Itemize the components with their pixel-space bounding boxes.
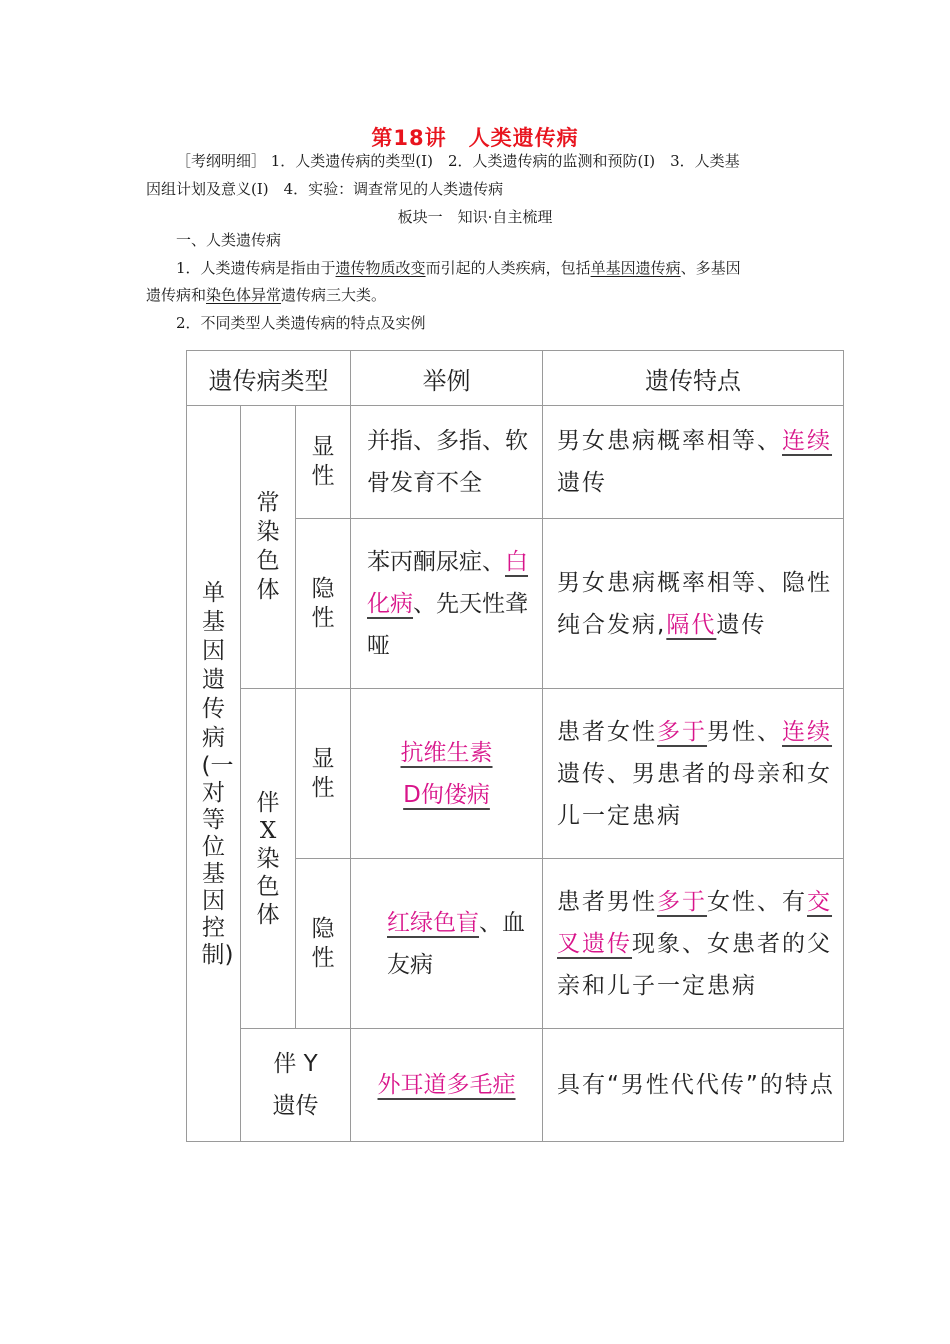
feature-cell: 具有“男性代代传”的特点 bbox=[543, 1029, 844, 1142]
group-single-gene-paren: (一对等位基因控制) bbox=[201, 752, 234, 968]
feature-cell bbox=[543, 519, 844, 689]
example-text: 、血友病 bbox=[387, 909, 526, 978]
feature-answer: 交叉遗传 bbox=[557, 888, 833, 957]
x-linked-text bbox=[255, 789, 281, 929]
para1-text-a: 1．人类遗传病是指由于 bbox=[176, 259, 336, 277]
para1-text-d: 遗传病和 bbox=[146, 286, 207, 304]
header-type: 遗传病类型 bbox=[187, 351, 351, 406]
example-answer: 外耳道多毛症 bbox=[377, 1072, 516, 1098]
recessive-label bbox=[296, 519, 351, 689]
table-header-row bbox=[187, 351, 844, 406]
header-example: 举例 bbox=[351, 351, 543, 406]
example-cell bbox=[351, 519, 543, 689]
feature-cell bbox=[543, 406, 844, 519]
feature-cell bbox=[543, 859, 844, 1029]
feature-text: 男性、 bbox=[707, 718, 783, 745]
dominant-label bbox=[296, 406, 351, 519]
table-row bbox=[187, 689, 844, 859]
example-text: 、先天性聋哑 bbox=[367, 590, 529, 659]
header-features: 遗传特点 bbox=[543, 351, 844, 406]
para1-answer-2: 单基因遗传病 bbox=[590, 259, 681, 277]
autosomal-label bbox=[241, 406, 296, 689]
autosomal-text: 常染色体 bbox=[256, 490, 280, 603]
page-title: 第18讲 人类遗传病 bbox=[371, 126, 579, 150]
feature-answer: 连续 bbox=[782, 718, 833, 745]
recessive-text: 隐性 bbox=[311, 915, 335, 971]
group-single-gene-label: 单基因遗传病 bbox=[202, 579, 225, 751]
feature-text: 遗传 bbox=[716, 611, 767, 638]
section-title: 板块一 知识·自主梳理 bbox=[397, 208, 553, 226]
feature-cell bbox=[543, 689, 844, 859]
syllabus-line-2: 因组计划及意义(Ⅰ) 4．实验：调查常见的人类遗传病 bbox=[146, 180, 504, 198]
para1-answer-1: 遗传物质改变 bbox=[335, 259, 426, 277]
feature-text: 现象、女患者的父亲和儿子一定患病 bbox=[557, 930, 833, 999]
example-cell bbox=[351, 1029, 543, 1142]
heading-human-genetic-disease: 一、人类遗传病 bbox=[176, 231, 282, 249]
feature-answer: 隔代 bbox=[666, 611, 717, 638]
feature-answer: 多于 bbox=[657, 888, 708, 915]
table-row bbox=[187, 406, 844, 519]
paragraph-1-line-2 bbox=[146, 281, 386, 309]
x-linked-pre: 伴 bbox=[256, 789, 280, 816]
feature-text: 遗传、男患者的母亲和女儿一定患病 bbox=[557, 760, 833, 829]
feature-text: 患者女性 bbox=[557, 718, 658, 745]
para1-text-e: 遗传病三大类。 bbox=[281, 286, 387, 304]
feature-text: 遗传 bbox=[557, 470, 608, 496]
dominant-label bbox=[296, 689, 351, 859]
dominant-text: 显性 bbox=[311, 434, 335, 489]
para1-text-c: 、多基因 bbox=[680, 259, 741, 277]
para1-text-b: 而引起的人类疾病，包括 bbox=[425, 259, 591, 277]
example-cell: 并指、多指、软骨发育不全 bbox=[351, 406, 543, 519]
syllabus-line-1: ［考纲明细］ 1．人类遗传病的类型(Ⅰ) 2．人类遗传病的监测和预防(Ⅰ) 3．人类基 bbox=[176, 152, 740, 170]
para1-answer-3: 染色体异常 bbox=[206, 286, 282, 304]
feature-text: 患者男性 bbox=[557, 888, 658, 915]
table-row bbox=[187, 1029, 844, 1142]
feature-answer: 多于 bbox=[657, 718, 708, 745]
recessive-text: 隐性 bbox=[311, 575, 335, 631]
example-answer: 抗维生素 bbox=[400, 739, 493, 766]
example-text: 苯丙酮尿症、 bbox=[367, 548, 506, 575]
x-linked-label bbox=[241, 689, 296, 1029]
example-cell bbox=[351, 689, 543, 859]
example-cell bbox=[351, 859, 543, 1029]
group-single-gene bbox=[187, 406, 241, 1142]
paragraph-2: 2．不同类型人类遗传病的特点及实例 bbox=[176, 314, 426, 332]
example-answer: 红绿色盲 bbox=[387, 909, 480, 936]
feature-answer: 连续 bbox=[782, 428, 833, 454]
paragraph-1-line-1 bbox=[176, 254, 741, 282]
genetic-disease-table bbox=[186, 350, 844, 1142]
y-linked-label bbox=[241, 1029, 351, 1142]
x-linked-post: 染色体 bbox=[256, 845, 280, 928]
dominant-text: 显性 bbox=[311, 745, 335, 801]
x-linked-x: X bbox=[259, 817, 277, 844]
y-linked-text: 伴 Y 遗传 bbox=[272, 1051, 319, 1119]
feature-text: 男女患病概率相等、隐性纯合发病, bbox=[557, 569, 833, 638]
recessive-label bbox=[296, 859, 351, 1029]
example-answer: D佝偻病 bbox=[403, 781, 490, 808]
feature-text: 女性、有 bbox=[707, 888, 808, 915]
example-answer: 白化病 bbox=[367, 548, 529, 617]
feature-text: 男女患病概率相等、 bbox=[557, 428, 783, 454]
